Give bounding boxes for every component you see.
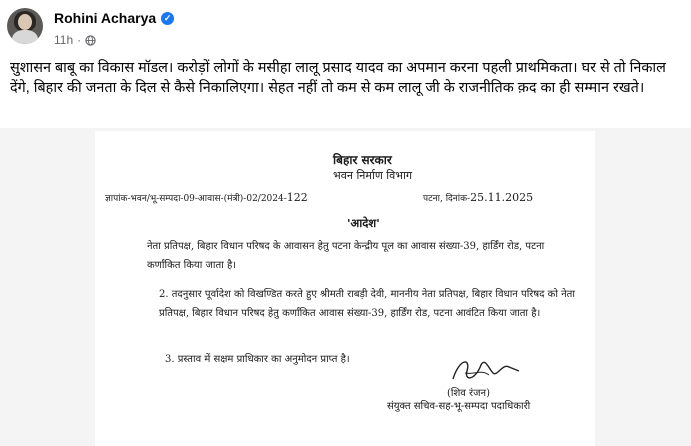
avatar-body	[12, 30, 38, 44]
date-value: 25.11.2025	[470, 191, 534, 204]
globe-icon	[85, 35, 96, 46]
meta-separator: ·	[77, 33, 82, 47]
letter-ref	[105, 191, 308, 204]
letter-designation: संयुक्त सचिव-सह-भू-सम्पदा पदाधिकारी	[387, 401, 531, 412]
letter-heading: 'आदेश'	[347, 216, 380, 230]
letter-para-3: 3. प्रस्ताव में सक्षम प्राधिकार का अनुमोदन प्राप्त है।	[165, 354, 350, 365]
attached-letter-image[interactable]	[95, 131, 595, 446]
post-time[interactable]: 11h	[54, 33, 74, 47]
letter-para-2: 2. तदनुसार पूर्वादेश को विखण्डित करते हुए श्रीमती राबड़ी देवी, माननीय नेता प्रतिपक्ष, बिहार विधान परिषद को नेता प्रतिपक्ष, बिहार विधान परिषद हेतु कर्णांकित आवास संख्या-39, हार्डिंग रोड, पटना आवंटित किया जाता है।	[159, 289, 575, 319]
letter-date	[423, 191, 533, 204]
letter-para-1: नेता प्रतिपक्ष, बिहार विधान परिषद के आवासन हेतु पटना केन्द्रीय पूल का आवास संख्या-39, हार्डिंग रोड, पटना कर्णांकित किया जाता है।	[147, 241, 545, 271]
post-text: सुशासन बाबू का विकास मॉडल। करोड़ों लोगों के मसीहा लालू प्रसाद यादव का अपमान करना पहली प्राथमिकता। घर से तो निकाल देंगे, बिहार की जनता के दिल से कैसे निकालिएगा। सेहत नहीं तो कम से कम लालू जी के राजनीतिक क़द का ही सम्मान रखते।	[10, 60, 666, 96]
post-author	[54, 10, 174, 26]
avatar[interactable]	[7, 8, 43, 44]
verified-badge-icon: ✓	[161, 12, 174, 25]
date-prefix: पटना, दिनांक-	[423, 194, 471, 204]
letter-govt-header: बिहार सरकार	[333, 153, 392, 167]
author-name-link[interactable]: Rohini Acharya	[54, 10, 157, 26]
letter-department: भवन निर्माण विभाग	[333, 169, 413, 182]
avatar-face	[18, 14, 32, 30]
post-meta	[54, 33, 96, 47]
ref-number: 122	[286, 191, 308, 204]
letter-signer: (शिव रंजन)	[447, 388, 490, 399]
ref-prefix: ज्ञापांक-भवन/भू-सम्पदा-09-आवास-(मंत्री)-02/2024-	[105, 194, 287, 204]
